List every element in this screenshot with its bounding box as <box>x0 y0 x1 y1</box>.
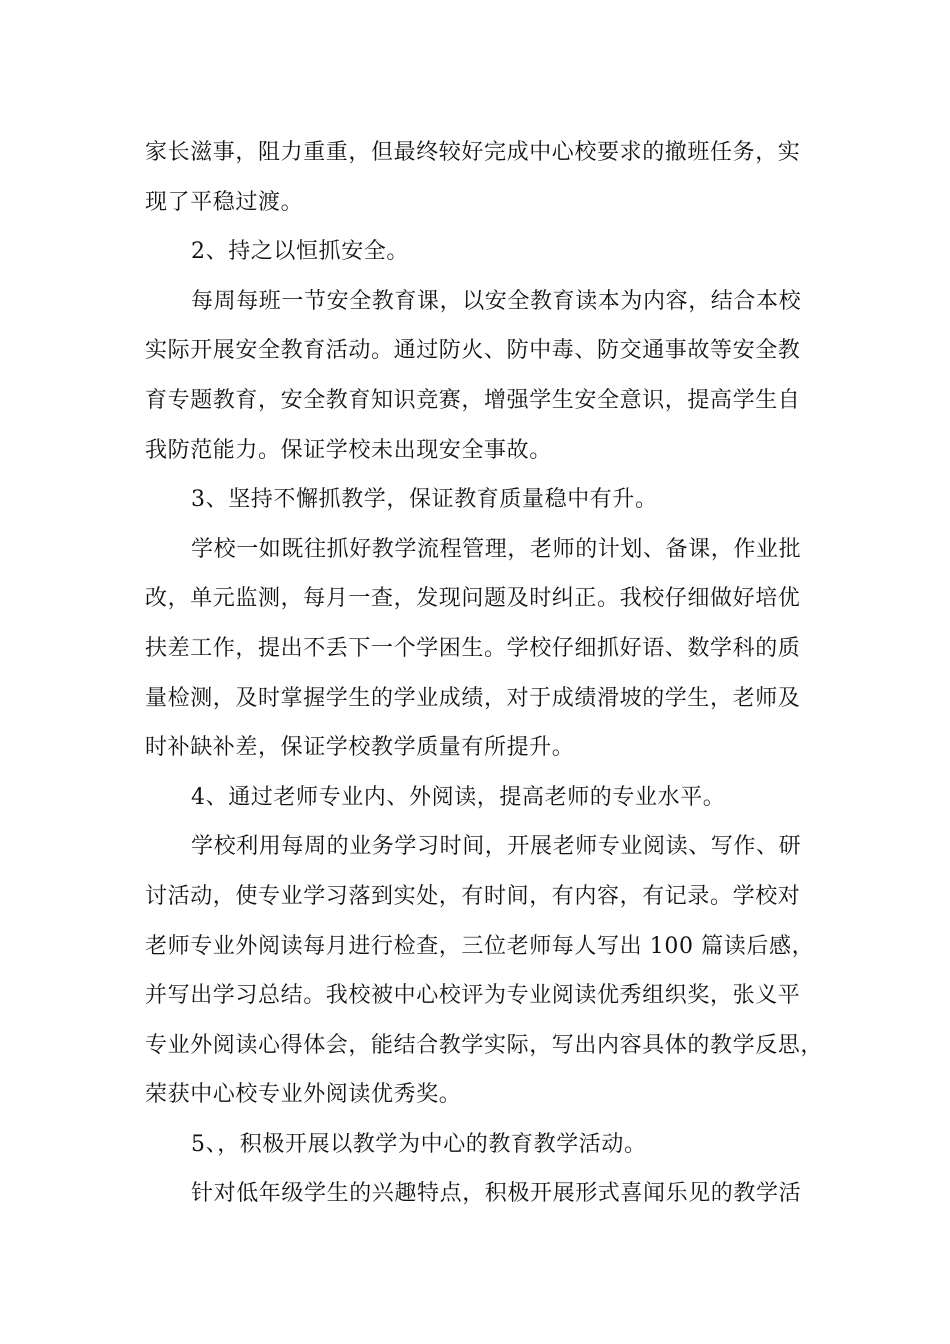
text-line: 荣获中心校专业外阅读优秀奖。 <box>145 1082 462 1108</box>
text-line: 我防范能力。保证学校未出现安全事故。 <box>145 437 552 463</box>
text-line: 量检测，及时掌握学生的学业成绩，对于成绩滑坡的学生，老师及 <box>145 685 801 711</box>
section-heading: 3、坚持不懈抓教学，保证教育质量稳中有升。 <box>191 487 658 513</box>
text-line: 扶差工作，提出不丢下一个学困生。学校仔细抓好语、数学科的质 <box>145 635 801 661</box>
document-body <box>145 128 835 1219</box>
text-line: 每周每班一节安全教育课，以安全教育读本为内容，结合本校 <box>191 288 802 314</box>
text-line: 实际开展安全教育活动。通过防火、防中毒、防交通事故等安全教 <box>145 338 801 364</box>
text-line: 老师专业外阅读每月进行检查，三位老师每人写出 100 篇读后感， <box>145 933 815 959</box>
text-line: 学校利用每周的业务学习时间，开展老师专业阅读、写作、研 <box>191 834 802 860</box>
text-line: 讨活动，使专业学习落到实处，有时间，有内容，有记录。学校对 <box>145 883 801 909</box>
section-heading: 4、通过老师专业内、外阅读，提高老师的专业水平。 <box>191 784 726 810</box>
text-line: 并写出学习总结。我校被中心校评为专业阅读优秀组织奖，张义平 <box>145 983 801 1009</box>
text-line: 改，单元监测，每月一查，发现问题及时纠正。我校仔细做好培优 <box>145 586 801 612</box>
text-line: 育专题教育，安全教育知识竞赛，增强学生安全意识，提高学生自 <box>145 387 801 413</box>
text-line: 家长滋事，阻力重重，但最终较好完成中心校要求的撤班任务，实 <box>145 140 801 165</box>
text-line: 时补缺补差，保证学校教学质量有所提升。 <box>145 735 575 761</box>
text-line: 专业外阅读心得体会，能结合教学实际，写出内容具体的教学反思， <box>145 1032 824 1058</box>
section-heading: 2、持之以恒抓安全。 <box>191 239 409 265</box>
text-line: 针对低年级学生的兴趣特点，积极开展形式喜闻乐见的教学活 <box>191 1181 802 1207</box>
text-line: 学校一如既往抓好教学流程管理，老师的计划、备课，作业批 <box>191 536 802 562</box>
text-line: 现了平稳过渡。 <box>145 189 304 215</box>
section-heading: 5、，积极开展以教学为中心的教育教学活动。 <box>191 1131 647 1157</box>
